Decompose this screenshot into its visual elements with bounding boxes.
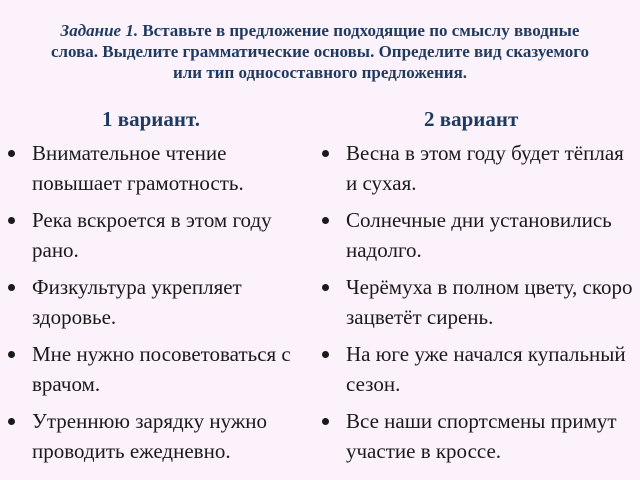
list-item [8, 272, 318, 332]
bullet-icon [8, 351, 15, 358]
list-item [322, 339, 634, 399]
variant-2-list [322, 138, 634, 473]
bullet-icon [8, 418, 15, 425]
list-item [322, 205, 634, 265]
list-item-text: Солнечные дни установились надолго. [346, 208, 612, 262]
variant-2-heading: 2 вариант [424, 107, 519, 131]
list-item [8, 339, 318, 399]
list-item [322, 138, 634, 198]
bullet-icon [322, 351, 329, 358]
bullet-icon [322, 150, 329, 157]
bullet-icon [322, 217, 329, 224]
list-item [322, 272, 634, 332]
task-text: Вставьте в предложение подходящие по смыслу вводные слова. Выделите грамматические основы. Определите вид сказуемого или тип односоставного предложения. [50, 21, 590, 82]
list-item-text: На юге уже начался купальный сезон. [346, 342, 626, 396]
list-item-text: Все наши спортсмены примут участие в кроссе. [346, 409, 617, 463]
variant-1-list [8, 138, 318, 473]
task-title: Задание 1. [60, 21, 139, 40]
variant-1-heading: 1 вариант. [102, 107, 200, 131]
list-item-text: Утреннюю зарядку нужно проводить ежедневно. [32, 409, 268, 463]
task-instruction [40, 20, 600, 83]
list-item-text: Весна в этом году будет тёплая и сухая. [346, 141, 624, 195]
list-item [322, 406, 634, 466]
bullet-icon [322, 418, 329, 425]
list-item [8, 138, 318, 198]
list-item-text: Физкультура укрепляет здоровье. [32, 275, 242, 329]
list-item-text: Черёмуха в полном цвету, скоро зацветёт сирень. [346, 275, 633, 329]
list-item-text: Мне нужно посоветоваться с врачом. [32, 342, 291, 396]
list-item [8, 205, 318, 265]
list-item-text: Внимательное чтение повышает грамотность. [32, 141, 244, 195]
list-item [8, 406, 318, 466]
bullet-icon [8, 217, 15, 224]
bullet-icon [8, 284, 15, 291]
list-item-text: Река вскроется в этом году рано. [32, 208, 272, 262]
bullet-icon [8, 150, 15, 157]
bullet-icon [322, 284, 329, 291]
